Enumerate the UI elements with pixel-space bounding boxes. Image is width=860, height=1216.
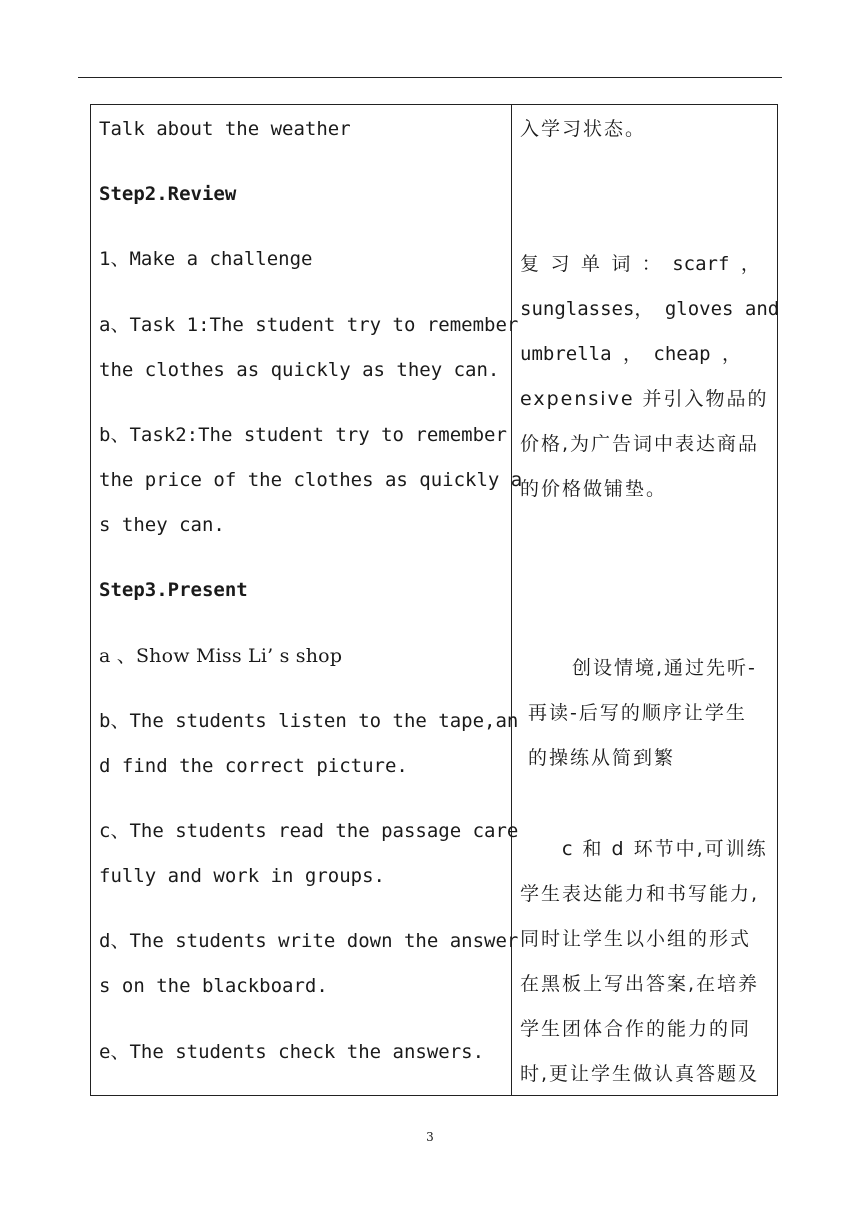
procedure-line: the clothes as quickly as they can. <box>99 359 500 381</box>
procedure-line: s they can. <box>99 514 225 536</box>
intent-line: 学生团体合作的能力的同 <box>520 1018 752 1040</box>
intent-line: sunglasses， gloves and <box>520 298 780 320</box>
procedure-line: the price of the clothes as quickly a <box>99 469 523 491</box>
procedure-line: b、Task2:The student try to remember <box>99 424 507 446</box>
page-number: 3 <box>426 1130 434 1144</box>
intent-line: umbrella ， cheap ， <box>520 343 742 365</box>
step-heading: Step3.Present <box>99 579 248 601</box>
procedure-line: a 、Show Miss Li’ s shop <box>99 645 343 667</box>
procedure-line: s on the blackboard. <box>99 975 328 997</box>
intent-line: c 和 d 环节中,可训练 <box>562 838 768 860</box>
procedure-line: c、The students read the passage care <box>99 820 519 842</box>
intent-line: 创设情境,通过先听- <box>572 657 757 679</box>
intent-line: 学生表达能力和书写能力, <box>520 883 760 905</box>
procedure-line: d find the correct picture. <box>99 755 408 777</box>
intent-line: 的操练从简到繁 <box>528 747 676 769</box>
intent-line: expensive 并引入物品的 <box>520 388 769 410</box>
procedure-line: 1、Make a challenge <box>99 248 313 270</box>
procedure-line: b、The students listen to the tape,an <box>99 710 519 732</box>
intent-line: 在黑板上写出答案,在培养 <box>520 973 760 995</box>
intent-line: 入学习状态。 <box>520 118 647 140</box>
intent-line: 时,更让学生做认真答题及 <box>520 1063 760 1085</box>
intent-line: 同时让学生以小组的形式 <box>520 928 752 950</box>
procedure-line: d、The students write down the answer <box>99 930 519 952</box>
step-heading: Step2.Review <box>99 183 237 205</box>
procedure-line: Talk about the weather <box>99 118 351 140</box>
intent-line: 再读-后写的顺序让学生 <box>528 702 747 724</box>
intent-line: 价格,为广告词中表达商品 <box>520 433 760 455</box>
intent-line: 复 习 单 词 ： scarf ， <box>520 253 760 275</box>
header-rule <box>78 77 782 78</box>
intent-line: 的价格做铺垫。 <box>520 478 668 500</box>
lesson-plan-table <box>90 104 778 1096</box>
procedure-line: a、Task 1:The student try to remember <box>99 314 519 336</box>
procedure-line: fully and work in groups. <box>99 865 385 887</box>
procedure-line: e、The students check the answers. <box>99 1041 485 1063</box>
